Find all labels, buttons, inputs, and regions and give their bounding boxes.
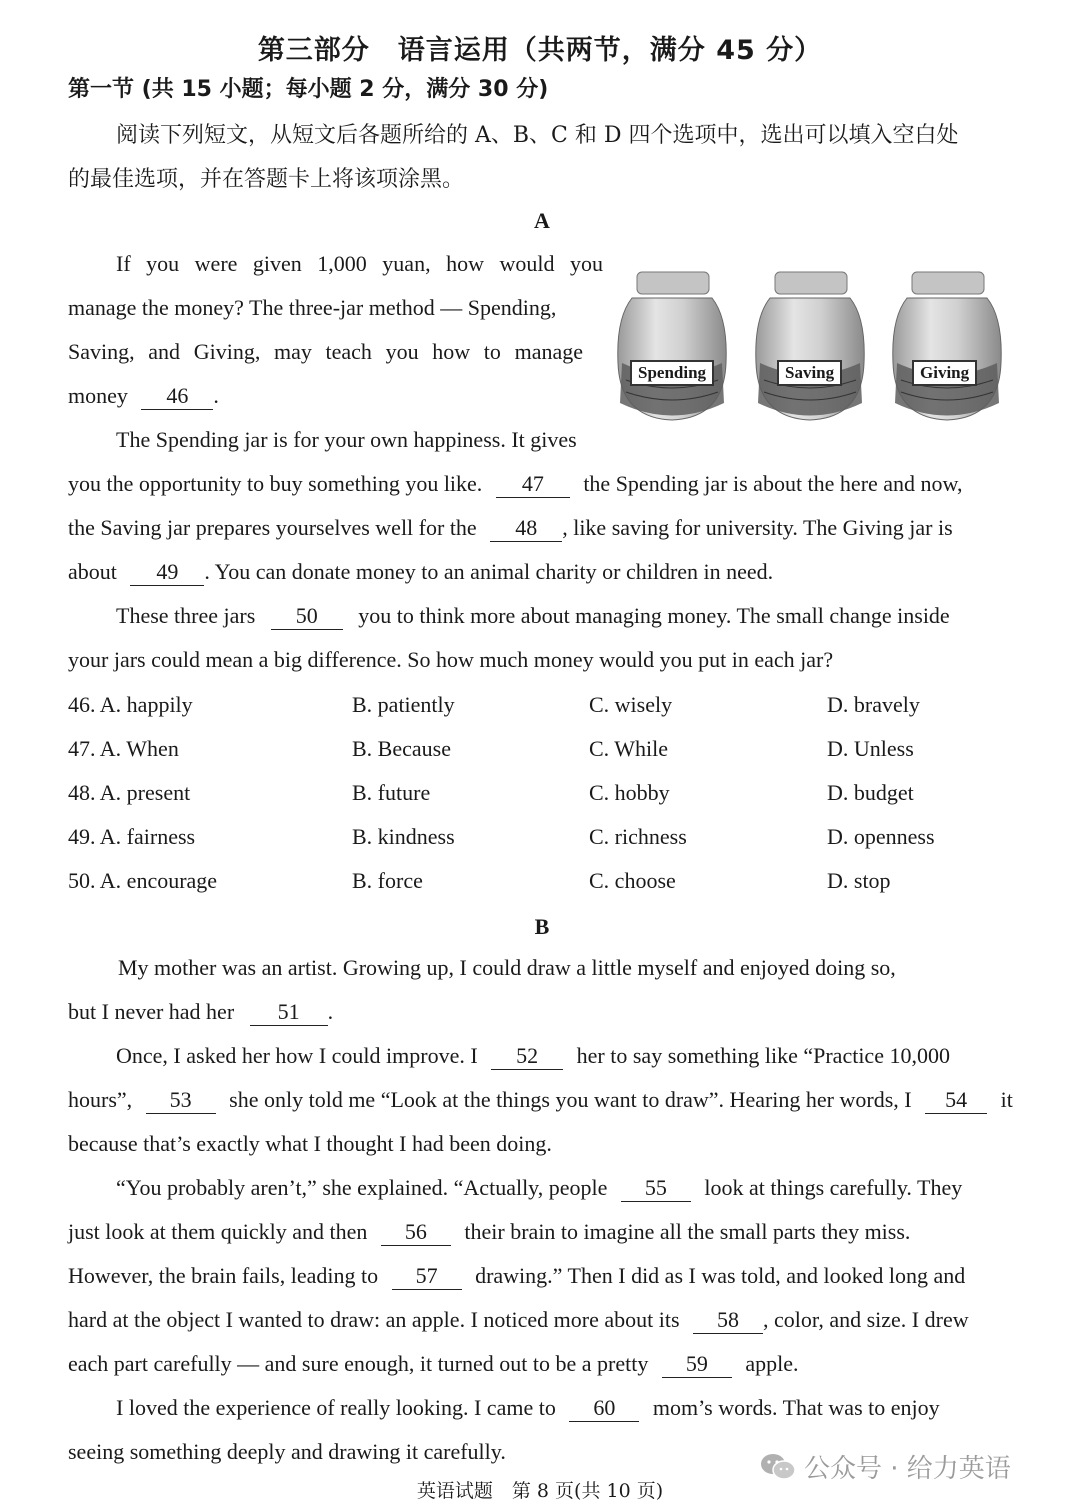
passage-a-line: Saving, and Giving, may teach you how to manage: [68, 339, 583, 364]
passage-b-line: because that’s exactly what I thought I had been doing.: [68, 1131, 552, 1156]
passage-b-text: she only told me “Look at the things you want to draw”. Hearing her words, I: [229, 1087, 912, 1112]
passage-b-text: “You probably aren’t,” she explained. “Actually, people: [116, 1175, 608, 1200]
passage-b-text: her to say something like “Practice 10,000: [576, 1043, 950, 1068]
three-jars-image: [612, 268, 1012, 424]
passage-b-letter: B: [534, 914, 550, 939]
passage-b-text: look at things carefully. They: [704, 1175, 963, 1200]
passage-a-line: your jars could mean a big difference. So how much money would you put in each jar?: [68, 647, 834, 672]
passage-b-text: it: [1000, 1087, 1013, 1112]
option-d: D. openness: [827, 824, 935, 849]
option-row-50: [68, 868, 217, 894]
passage-a-text: These three jars: [116, 603, 256, 628]
passage-b-text: , color, and size. I drew: [763, 1307, 969, 1332]
option-c: C. richness: [589, 824, 687, 849]
blank-53: 53: [146, 1087, 216, 1114]
blank-54: 54: [925, 1087, 987, 1114]
blank-48: 48: [490, 515, 562, 542]
blank-55: 55: [621, 1175, 691, 1202]
option-c: C. hobby: [589, 780, 670, 805]
option-a: A. present: [99, 780, 191, 805]
blank-59: 59: [662, 1351, 732, 1378]
blank-56: 56: [381, 1219, 451, 1246]
passage-a-text: you the opportunity to buy something you like.: [68, 471, 483, 496]
option-a: A. fairness: [99, 824, 196, 849]
instruction-line-1: 阅读下列短文，从短文后各题所给的 A、B、C 和 D 四个选项中，选出可以填入空白处: [116, 123, 959, 148]
blank-51: 51: [250, 999, 328, 1026]
question-number: 48.: [68, 780, 96, 805]
jar-giving: [893, 272, 1001, 420]
question-number: 47.: [68, 736, 96, 761]
jar-label-giving: Giving: [912, 360, 977, 386]
passage-b-text: mom’s words. That was to enjoy: [652, 1395, 940, 1420]
blank-50: 50: [271, 603, 343, 630]
option-c: C. While: [589, 736, 669, 761]
passage-b-text: hours”,: [68, 1087, 133, 1112]
passage-a-text: you to think more about managing money. The small change inside: [358, 603, 950, 628]
option-b: B. Because: [352, 736, 451, 761]
instruction-line-2: 的最佳选项，并在答题卡上将该项涂黑。: [68, 167, 465, 192]
option-d: D. Unless: [827, 736, 914, 761]
jar-label-spending: Spending: [630, 360, 714, 386]
passage-a-text: money: [68, 383, 128, 408]
blank-46: 46: [141, 383, 213, 410]
wechat-icon: [760, 1452, 796, 1482]
option-c: C. wisely: [589, 692, 673, 717]
option-row-47: [68, 736, 179, 762]
passage-a-text: , like saving for university. The Giving jar is: [562, 515, 953, 540]
blank-49: 49: [130, 559, 204, 586]
option-b: B. patiently: [352, 692, 455, 717]
passage-a-text: about: [68, 559, 117, 584]
option-c: C. choose: [589, 868, 676, 893]
option-row-46: [68, 692, 193, 718]
passage-a-line: If you were given 1,000 yuan, how would you: [116, 251, 603, 276]
jar-label-saving: Saving: [777, 360, 842, 386]
option-a: A. happily: [99, 692, 193, 717]
page-footer: 英语试题 第 8 页(共 10 页): [416, 1480, 664, 1502]
passage-a-line: The Spending jar is for your own happiness. It gives: [116, 427, 577, 452]
passage-a-text: the Spending jar is about the here and now,: [583, 471, 963, 496]
passage-b-text: but I never had her: [68, 999, 235, 1024]
option-row-49: [68, 824, 195, 850]
option-a: A. When: [99, 736, 179, 761]
option-d: D. bravely: [827, 692, 920, 717]
option-b: B. force: [352, 868, 423, 893]
passage-b-line: seeing something deeply and drawing it carefully.: [68, 1439, 506, 1464]
blank-57: 57: [392, 1263, 462, 1290]
option-b: B. future: [352, 780, 431, 805]
blank-52: 52: [491, 1043, 563, 1070]
passage-b-text: Once, I asked her how I could improve. I: [116, 1043, 478, 1068]
passage-b-text: hard at the object I wanted to draw: an apple. I noticed more about its: [68, 1307, 680, 1332]
section-heading: 第一节 (共 15 小题；每小题 2 分，满分 30 分): [68, 77, 549, 102]
jars-illustration: [612, 268, 1012, 424]
jar-saving: [756, 272, 864, 420]
passage-b-text: each part carefully — and sure enough, it turned out to be a pretty: [68, 1351, 649, 1376]
jar-spending: [618, 272, 726, 420]
passage-b-text: I loved the experience of really looking. I came to: [116, 1395, 556, 1420]
option-d: D. budget: [827, 780, 914, 805]
question-number: 46.: [68, 692, 96, 717]
blank-60: 60: [569, 1395, 639, 1422]
blank-47: 47: [496, 471, 570, 498]
question-number: 49.: [68, 824, 96, 849]
option-d: D. stop: [827, 868, 891, 893]
passage-b-text: just look at them quickly and then: [68, 1219, 368, 1244]
option-row-48: [68, 780, 190, 806]
part-title: 第三部分 语言运用（共两节，满分 45 分）: [257, 35, 823, 66]
option-b: B. kindness: [352, 824, 455, 849]
passage-b-text: However, the brain fails, leading to: [68, 1263, 379, 1288]
option-a: A. encourage: [99, 868, 218, 893]
blank-58: 58: [693, 1307, 763, 1334]
question-number: 50.: [68, 868, 96, 893]
passage-a-text: the Saving jar prepares yourselves well for the: [68, 515, 477, 540]
watermark-text: 公众号 · 给力英语: [804, 1454, 1011, 1484]
passage-b-text: drawing.” Then I did as I was told, and looked long and: [475, 1263, 966, 1288]
passage-a-line: manage the money? The three-jar method — Spending,: [68, 295, 557, 320]
passage-b-text: their brain to imagine all the small parts they miss.: [464, 1219, 911, 1244]
passage-a-letter: A: [534, 208, 550, 233]
passage-b-text: apple.: [745, 1351, 799, 1376]
passage-a-text: . You can donate money to an animal charity or children in need.: [204, 559, 774, 584]
passage-b-line: My mother was an artist. Growing up, I could draw a little myself and enjoyed doing so,: [118, 955, 896, 980]
watermark: [760, 1448, 1011, 1485]
